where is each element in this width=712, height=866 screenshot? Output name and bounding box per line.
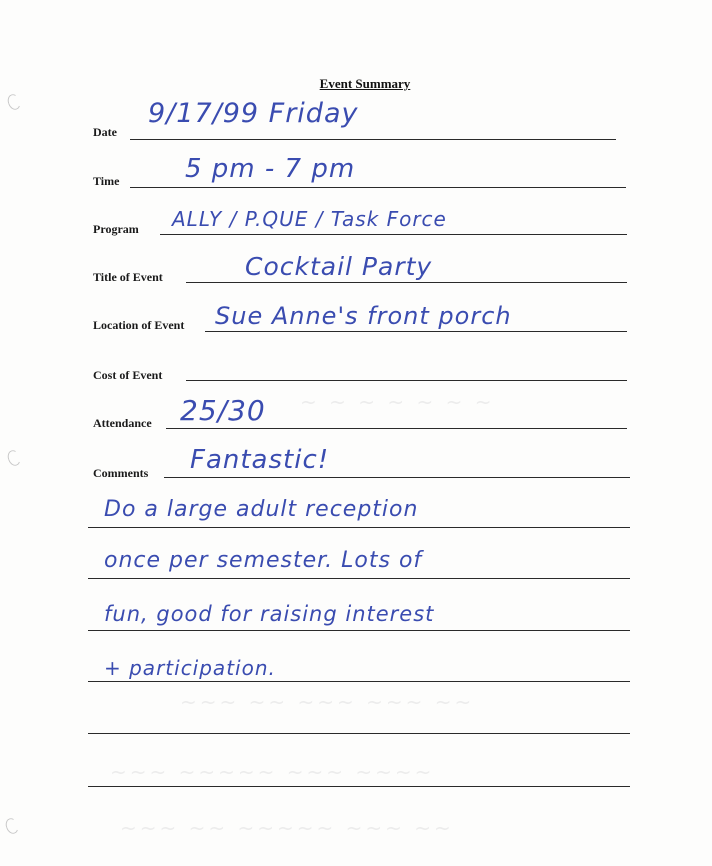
attendance-value[interactable]: 25/30 — [180, 394, 266, 427]
comment-line-1 — [88, 527, 630, 528]
binder-hole-middle — [6, 448, 23, 467]
attendance-line — [166, 428, 627, 429]
binder-hole-bottom — [4, 816, 21, 835]
program-line — [160, 234, 627, 235]
comment-line-6 — [88, 786, 630, 787]
time-line — [130, 187, 626, 188]
form-title: Event Summary — [319, 76, 411, 91]
binder-hole-top — [6, 92, 23, 111]
bleed-through: ~ ~ ~ ~ ~ ~ ~ — [300, 390, 495, 414]
time-label: Time — [93, 174, 120, 188]
time-value[interactable]: 5 pm - 7 pm — [185, 154, 356, 184]
program-label: Program — [93, 222, 139, 236]
cost-label: Cost of Event — [93, 368, 163, 382]
location-value[interactable]: Sue Anne's front porch — [215, 302, 512, 330]
date-label: Date — [93, 125, 117, 139]
date-value[interactable]: 9/17/99 Friday — [148, 98, 359, 129]
comment-line-4 — [88, 681, 630, 682]
location-label: Location of Event — [93, 318, 185, 332]
comments-value[interactable]: Fantastic! — [190, 445, 330, 475]
location-line — [205, 331, 627, 332]
comment-line-2 — [88, 578, 630, 579]
comment-text-4[interactable]: + participation. — [104, 656, 276, 680]
title-of-event-value[interactable]: Cocktail Party — [245, 252, 433, 281]
comment-text-1[interactable]: Do a large adult reception — [104, 497, 419, 522]
bleed-through: ~~~ ~~ ~~~~~ ~~~ ~~ — [120, 816, 454, 840]
comment-text-3[interactable]: fun, good for raising interest — [104, 602, 435, 626]
date-line — [130, 139, 616, 140]
cost-line — [186, 380, 627, 381]
attendance-label: Attendance — [93, 416, 152, 430]
comment-line-3 — [88, 630, 630, 631]
comments-line — [164, 477, 630, 478]
bleed-through: ~~~ ~~~~~ ~~~ ~~~~ — [110, 760, 435, 784]
comment-line-5 — [88, 733, 630, 734]
program-value[interactable]: ALLY / P.QUE / Task Force — [172, 207, 447, 231]
title-of-event-line — [186, 282, 627, 283]
comment-text-2[interactable]: once per semester. Lots of — [104, 548, 423, 573]
comments-label: Comments — [93, 466, 149, 480]
title-of-event-label: Title of Event — [93, 270, 163, 284]
bleed-through: ~~~ ~~ ~~~ ~~~ ~~ — [180, 690, 475, 714]
